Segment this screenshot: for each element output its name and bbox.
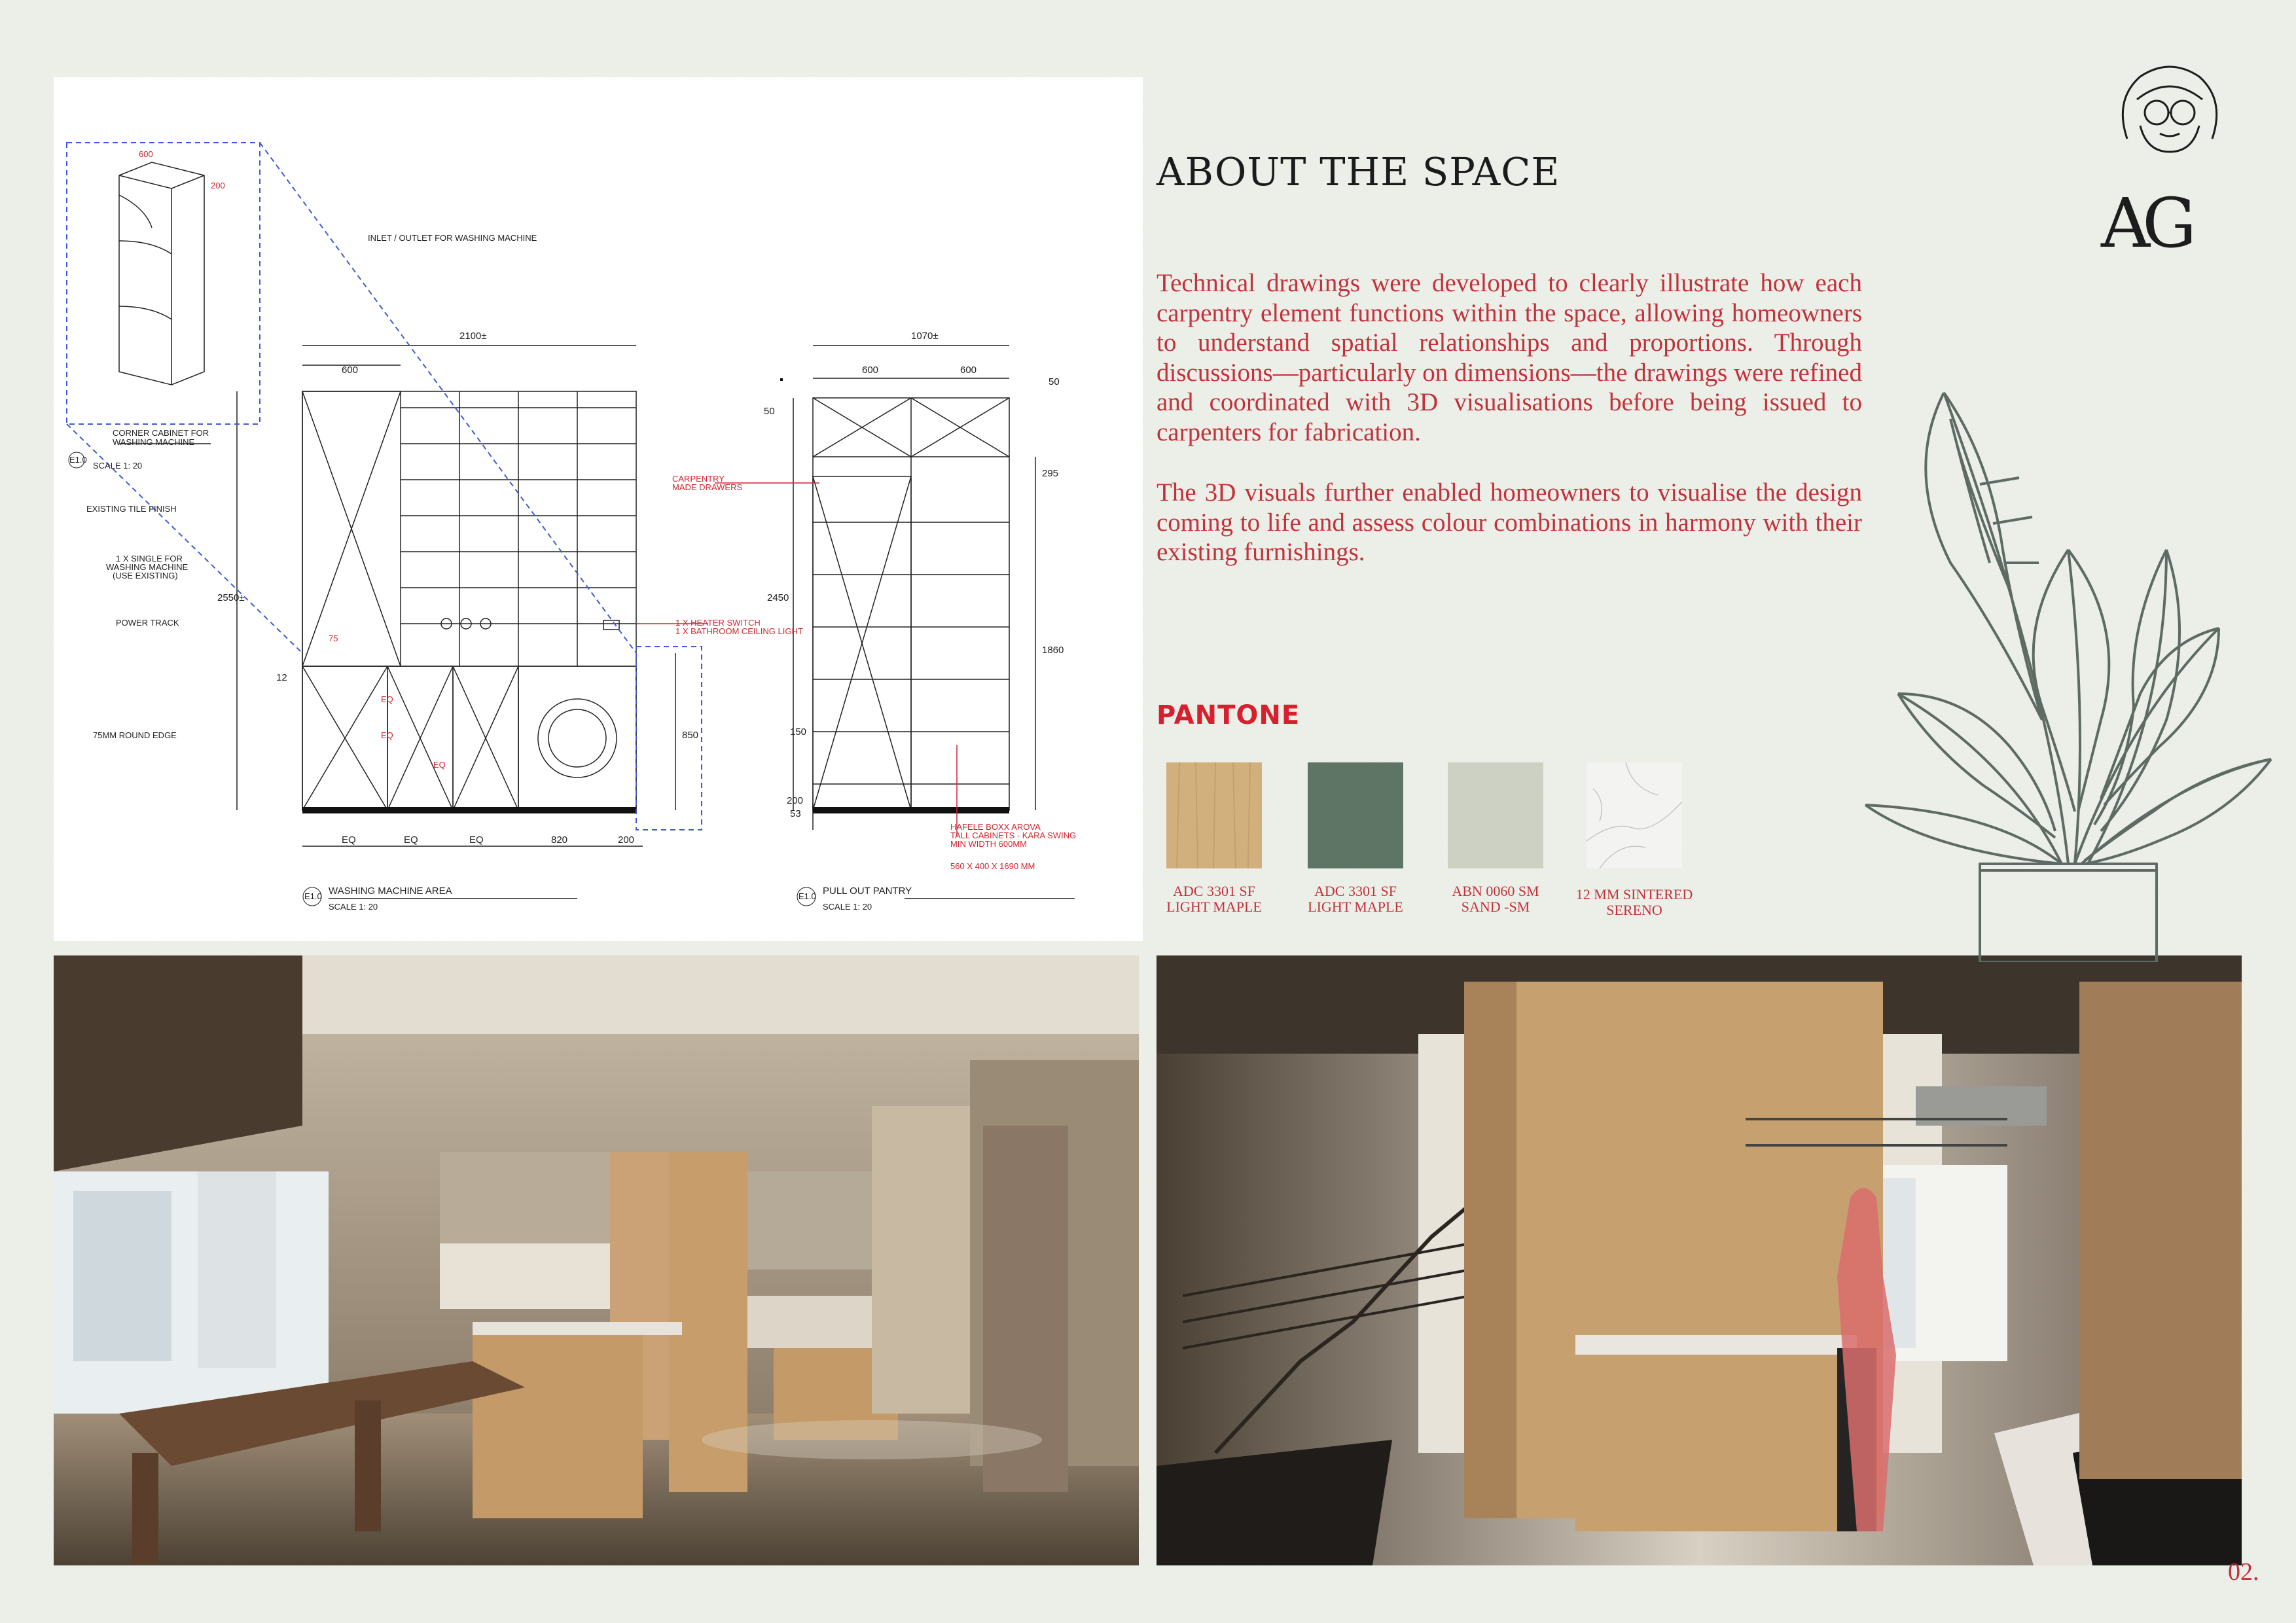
pantone-heading: PANTONE [1157,700,1300,730]
label-heater-2: 1 X BATHROOM CEILING LIGHT [675,626,803,636]
drawing-title-washing-machine: WASHING MACHINE AREA [329,885,452,897]
label-round-edge: 75MM ROUND EDGE [93,730,177,740]
swatch-light-maple [1166,762,1262,868]
dim-200-pantry: 200 [787,795,804,806]
swatch-label-4 [1569,887,1700,918]
section-title: ABOUT THE SPACE [1157,149,1560,194]
label-hafele-2: TALL CABINETS - KARA SWING [950,830,1077,840]
drawing-scale-washing-machine: SCALE 1: 20 [329,902,378,912]
dim-eq-2: EQ [404,834,418,846]
dim-1860: 1860 [1042,645,1064,656]
swatch-label-2-line1: ADC 3301 SF [1314,883,1397,899]
label-heater-1: 1 X HEATER SWITCH [675,618,761,628]
tag-e1-wash: E1.0 [304,891,322,901]
dim-50-left: 50 [764,406,775,417]
dim-150: 150 [790,726,807,738]
swatch-sintered-sereno [1587,762,1682,868]
render-laundry-corner [1157,955,2242,1565]
drawing-title-pull-out-pantry: PULL OUT PANTRY [823,885,912,897]
label-inlet: INLET / OUTLET FOR WASHING MACHINE [368,233,537,243]
label-carpentry-2: MADE DRAWERS [672,482,743,492]
swatch-label-1-line2: LIGHT MAPLE [1166,899,1262,915]
about-body [1157,268,1862,598]
swatch-label-1-line1: ADC 3301 SF [1173,883,1255,899]
swatch-sage-green [1308,762,1403,868]
dim-75: 75 [329,633,338,643]
swatch-label-2-line2: LIGHT MAPLE [1308,899,1403,915]
swatch-sand [1448,762,1543,868]
label-hafele-3: MIN WIDTH 600MM [950,839,1027,849]
label-single-2: WASHING MACHINE [106,562,188,572]
label-single-3: (USE EXISTING) [113,571,178,580]
dim-2100: 2100± [459,330,487,342]
dim-53: 53 [790,808,801,819]
label-carpentry-1: CARPENTRY [672,474,725,484]
swatch-label-3-line1: ABN 0060 SM [1452,883,1539,899]
technical-drawing-panel [54,77,1143,941]
swatch-label-2 [1290,883,1421,915]
dim-50-right: 50 [1049,376,1060,387]
dim-eq-a: EQ [381,694,393,704]
swatch-label-4-line2: SERENO [1606,902,1662,918]
dim-eq-1: EQ [342,834,356,846]
label-single-1: 1 X SINGLE FOR [116,554,183,563]
dim-2450: 2450 [767,592,789,603]
label-hafele-1: HAFELE BOXX AROVA [950,822,1041,832]
tag-e1-pantry: E1.0 [798,891,816,901]
brand-logo [2101,60,2238,283]
label-power: POWER TRACK [116,618,179,628]
portrait-logo-icon [2101,60,2238,158]
render-kitchen-dining [54,955,1139,1565]
swatch-label-1 [1149,883,1280,915]
dim-200-corner: 200 [211,181,225,190]
dim-eq-b: EQ [381,730,393,740]
swatch-label-3-line2: SAND -SM [1461,899,1530,915]
about-paragraph-1: Technical drawings were developed to clearly illustrate how each carpentry element functions within the space, allowing homeowners to understand spatial relationships and proportions. Through discussions—particularly on dimensions—the drawings were refined and coordinated with 3D visualisations before being issued to carpenters for fabrication. [1157,269,1862,446]
tag-e1-corner: E1.0 [69,455,87,465]
label-hafele-4: 560 X 400 X 1690 MM [950,861,1035,871]
page-number: 02. [2228,1558,2259,1586]
dim-eq-c: EQ [433,760,446,770]
label-corner-1: CORNER CABINET FOR [113,428,209,438]
dim-600-wash: 600 [342,365,359,376]
swatch-label-3 [1430,883,1561,915]
drawing-scale-pull-out-pantry: SCALE 1: 20 [823,902,872,912]
plant-illustration-icon [1852,353,2284,962]
label-tile: EXISTING TILE FINISH [86,504,177,514]
dim-2550: 2550± [217,592,245,603]
dim-850: 850 [682,730,699,741]
dim-295: 295 [1042,468,1059,479]
label-scale-1: SCALE 1: 20 [93,461,143,471]
dim-600-pantry-b: 600 [960,365,977,376]
logo-text: AG [2101,183,2189,263]
dim-1070: 1070± [911,330,939,342]
dim-12: 12 [276,672,287,683]
about-paragraph-2: The 3D visuals further enabled homeowners to visualise the design coming to life and assess colour combinations in harmony with their existing furnishings. [1157,478,1862,566]
dim-600-corner: 600 [139,149,153,159]
dim-600-pantry-a: 600 [862,365,879,376]
dim-200-wash: 200 [618,834,635,846]
swatch-label-4-line1: 12 MM SINTERED [1575,886,1693,902]
dim-eq-3: EQ [469,834,484,846]
dim-820: 820 [551,834,568,846]
label-corner-2: WASHING MACHINE [113,437,195,447]
technical-drawing [54,77,1143,941]
